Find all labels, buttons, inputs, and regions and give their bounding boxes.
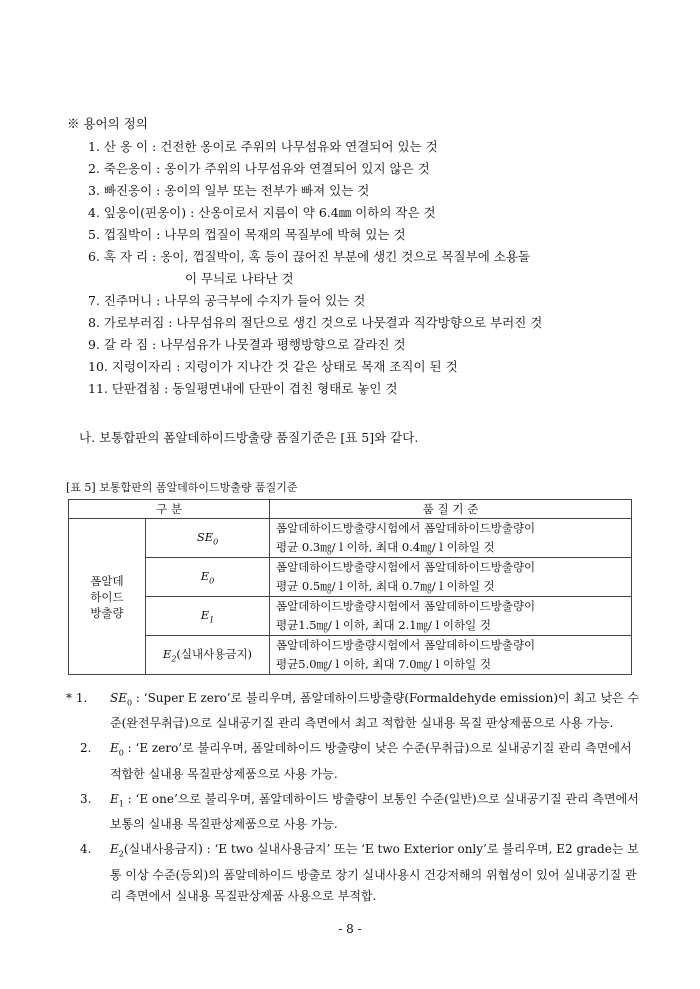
footnote-item [66,738,646,784]
definition-item: 6. 혹 자 리 : 옹이, 껍질박이, 혹 등이 끊어진 부분에 생긴 것으로 목질부에 소용돌 [88,249,530,264]
footnote-text: $SE_0$ : ‘Super E zero’로 불리우며, 폼알데하이드방출량(Formaldehyde emission)이 최고 낮은 수준(완전무취급)으로 실내공기질 관리 측면에서 최고 적합한 실내용 목질 판상제품으로 사용 가능. [110,691,640,731]
criteria-line: 평균 0.5㎎/ l 이하, 최대 0.7㎎/ l 이하일 것 [276,579,495,593]
table-header-row [69,500,632,519]
table-caption: [표 5] 보통합판의 폼알데하이드방출량 품질기준 [66,481,298,494]
category-line: 방출량 [90,605,124,620]
definition-item: 3. 빠진옹이 : 옹이의 일부 또는 전부가 빠져 있는 것 [88,183,370,198]
definition-item: 2. 죽은옹이 : 옹이가 주위의 나무섬유와 연결되어 있지 않은 것 [88,161,430,176]
category-line: 폼알데 [90,573,124,588]
footnote-label: 2. [80,741,92,756]
category-cell [69,519,146,675]
footnote-text: $E_1$ : ‘E one’으로 불리우며, 폼알데하이드 방출량이 보통인 수준(일반)으로 실내공기질 관리 측면에서 보통의 실내용 목질판상제품으로 사용 가능. [110,791,639,832]
definition-item: 4. 잎옹이(핀옹이) : 산옹이로서 지름이 약 6.4㎜ 이하의 작은 것 [88,205,436,220]
criteria-line: 폼알데하이드방출량시험에서 폼알데하이드방출량이 [276,638,536,652]
criteria-cell [270,558,632,597]
table-row [69,636,632,675]
definition-item: 5. 껍질박이 : 나무의 껍질이 목재의 목질부에 박혀 있는 것 [88,227,406,242]
footnote-item [66,789,646,835]
footnotes [66,688,646,907]
footnote-item [66,839,646,906]
definition-item: 11. 단판겹침 : 동일평면내에 단판이 겹친 형태로 놓인 것 [88,381,398,396]
criteria-line: 평균1.5㎎/ l 이하, 최대 2.1㎎/ l 이하일 것 [276,618,492,632]
page-number: - 8 - [338,922,362,936]
definition-item: 10. 지렁이자리 : 지렁이가 지나간 것 같은 상태로 목재 조직이 된 것 [88,359,458,374]
footnote-item [66,688,646,734]
terms-heading: ※ 용어의 정의 [67,116,148,131]
criteria-line: 폼알데하이드방출량시험에서 폼알데하이드방출량이 [276,560,536,574]
header-quality-standard: 품 질 기 준 [270,500,632,519]
footnote-label: 3. [80,791,92,806]
footnote-label: 4. [80,842,92,857]
table-intro-sentence: 나. 보통합판의 폼알데하이드방출량 품질기준은 [표 5]와 같다. [79,430,419,445]
definition-item: 1. 산 옹 이 : 건전한 옹이로 주위의 나무섬유와 연결되어 있는 것 [88,139,438,154]
table-row [69,558,632,597]
definition-item-continued: 이 무늬로 나타난 것 [185,271,294,286]
formaldehyde-standard-table [68,499,632,675]
grade-cell: $E_1$ [146,597,270,636]
definition-item: 9. 갈 라 짐 : 나무섬유가 나뭇결과 평행방향으로 갈라진 것 [88,337,406,352]
grade-cell: $E_0$ [146,558,270,597]
criteria-line: 폼알데하이드방출량시험에서 폼알데하이드방출량이 [276,599,536,613]
footnote-text: $E_0$ : ‘E zero’로 불리우며, 폼알데하이드 방출량이 낮은 수준(무취급)으로 실내공기질 관리 측면에서 적합한 실내용 목질판상제품으로 사용 가능. [110,741,632,781]
definition-item: 8. 가로부러짐 : 나무섬유의 절단으로 생긴 것으로 나뭇결과 직각방향으로 부러진 것 [88,315,543,330]
header-gubun: 구 분 [69,500,270,519]
criteria-cell [270,519,632,558]
footnote-text: $E_2$(실내사용금지) : ‘E two 실내사용금지’ 또는 ‘E two Exterior only’로 불리우며, E2 grade는 보통 이상 수준(등외)의 폼알데하이드 방출로 장기 실내사용시 건강저해의 위협성이 있어 실내공기질 관리 측면에서 실내용 목질판상제품 사용으로 부적합. [110,842,639,903]
grade-cell: $SE_0$ [146,519,270,558]
category-line: 하이드 [90,589,124,604]
criteria-cell [270,597,632,636]
definition-item: 7. 진주머니 : 나무의 공극부에 수지가 들어 있는 것 [88,293,366,308]
grade-cell: $E_2$(실내사용금지) [146,636,270,675]
criteria-line: 평균5.0㎎/ l 이하, 최대 7.0㎎/ l 이하일 것 [276,657,492,671]
criteria-line: 평균 0.3㎎/ l 이하, 최대 0.4㎎/ l 이하일 것 [276,540,495,554]
criteria-line: 폼알데하이드방출량시험에서 폼알데하이드방출량이 [276,521,536,535]
criteria-cell [270,636,632,675]
footnote-label: * 1. [66,691,88,705]
definition-list [88,136,648,400]
table-row [69,519,632,558]
table-row [69,597,632,636]
